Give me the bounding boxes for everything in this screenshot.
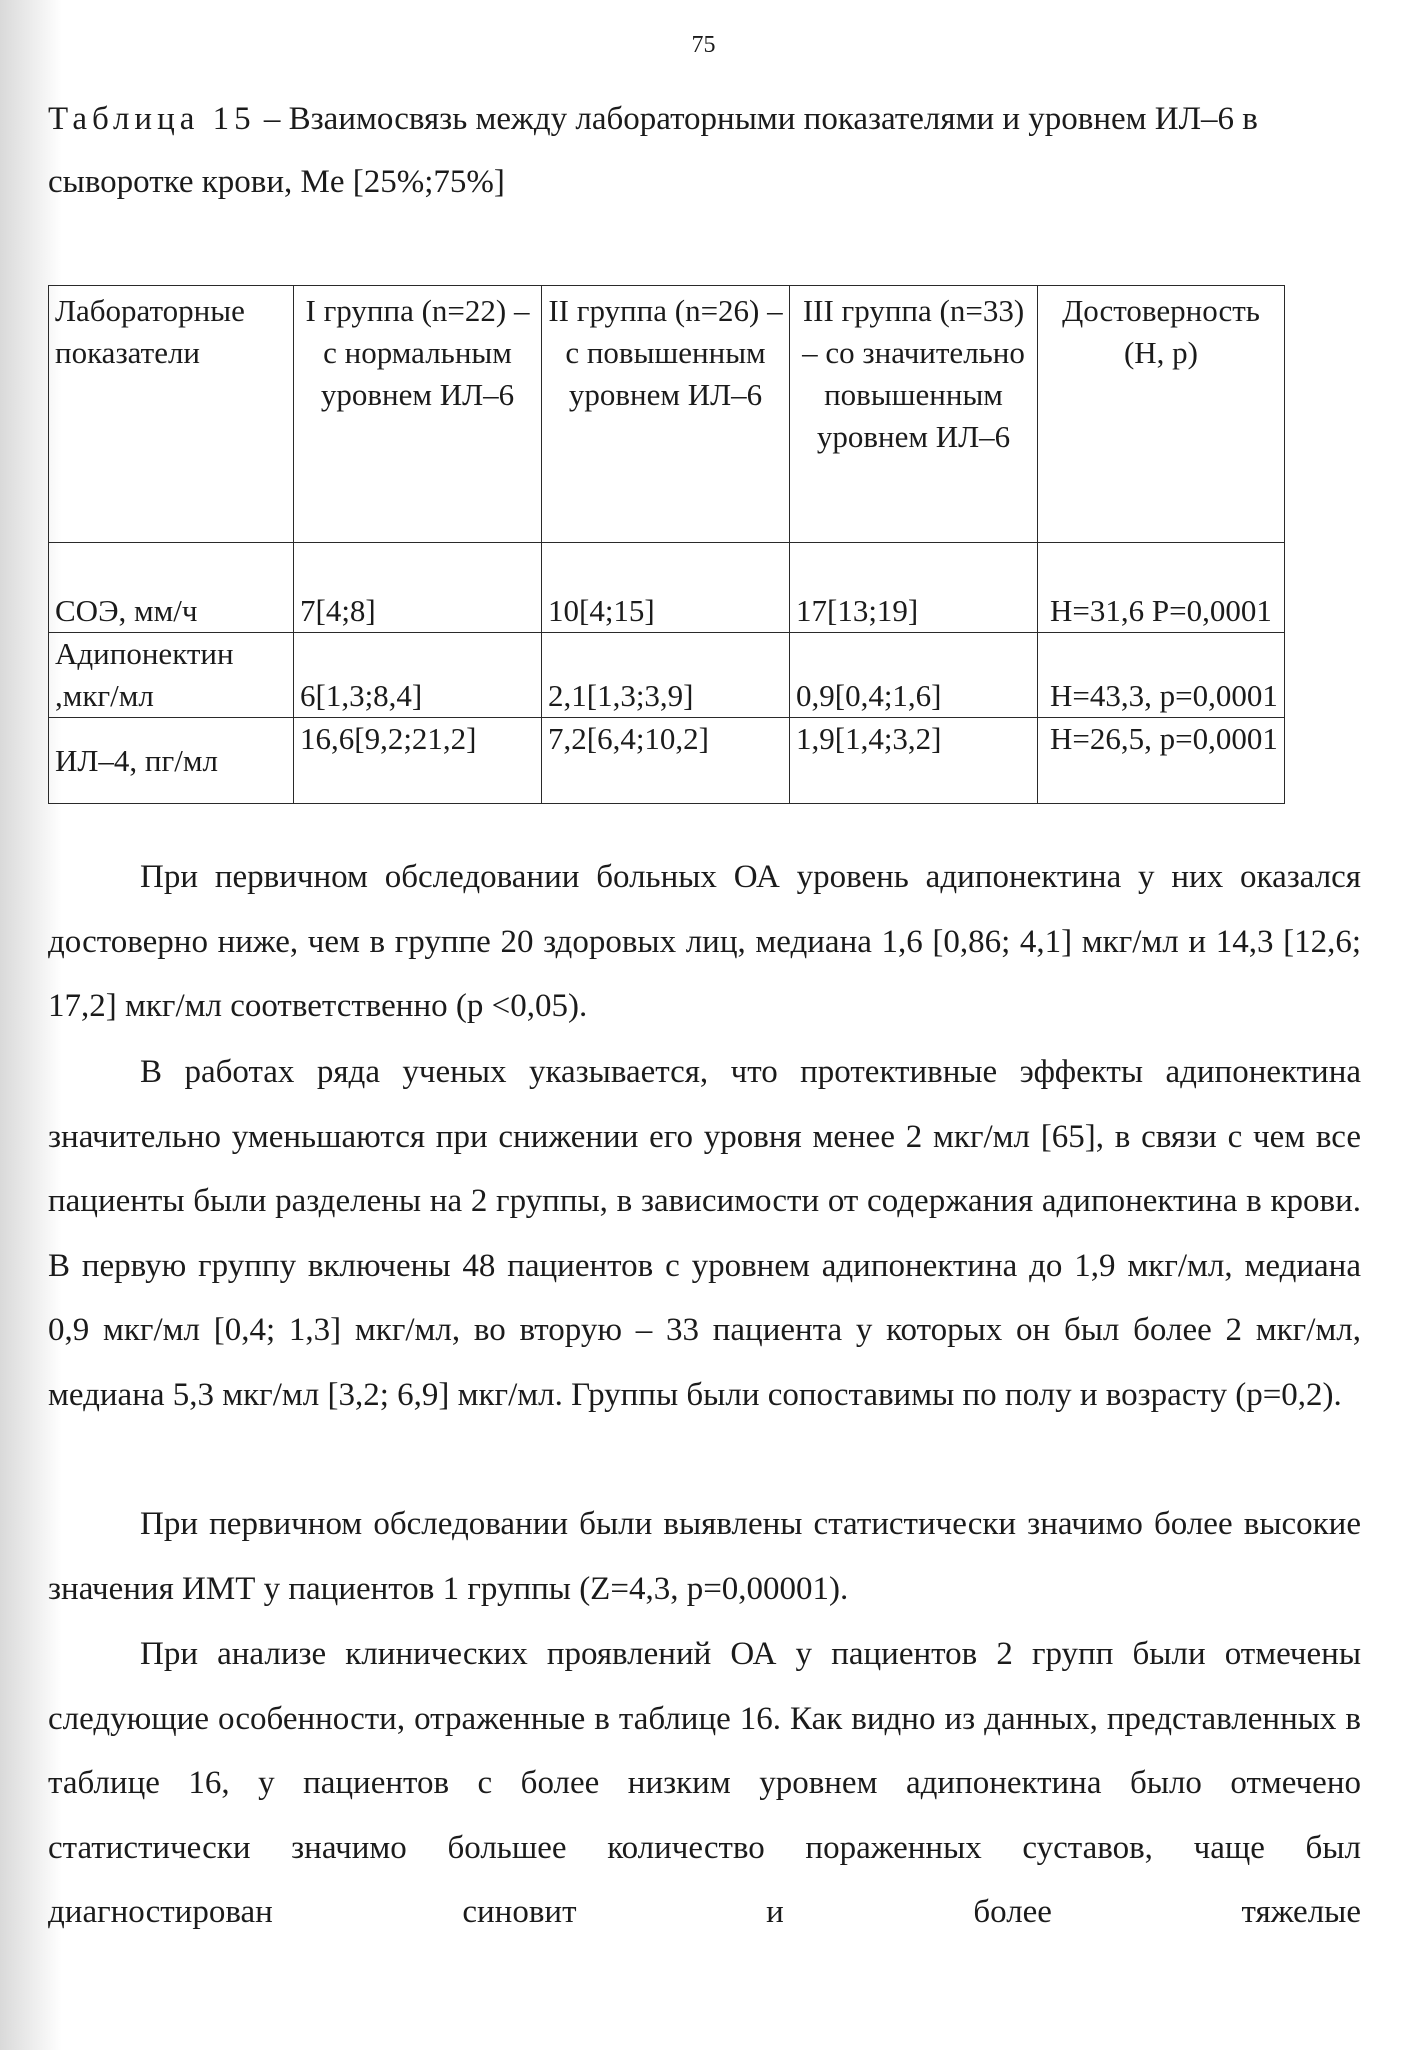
header-group-1: I группа (n=22) – с нормальным уровнем ИЛ–6 [294,286,542,543]
table-caption-label: Таблица 15 [48,101,256,137]
table-caption [48,88,1368,214]
row-group-3: 17[13;19] [790,543,1038,633]
row-indicator: СОЭ, мм/ч [49,543,294,633]
row-significance: Н=43,3, р=0,0001 [1038,633,1285,718]
table-row [49,633,1285,718]
paragraph: При анализе клинических проявлений ОА у пациентов 2 групп были отмечены следующие особенности, отраженные в таблице 16. Как видно из данных, представленных в таблице 16, у пациентов с более низким уровнем адипонектина было отмечено статистически значимо большее количество пораженных суставов, чаще был диагностирован синовит и более тяжелые [48,1636,1361,1930]
row-group-2: 10[4;15] [542,543,790,633]
header-group-3: III группа (n=33) – со значительно повышенным уровнем ИЛ–6 [790,286,1038,543]
row-significance: Н=31,6 Р=0,0001 [1038,543,1285,633]
header-group-2: II группа (n=26) – с повышенным уровнем ИЛ–6 [542,286,790,543]
row-significance: Н=26,5, р=0,0001 [1038,718,1285,804]
paragraph: При первичном обследовании были выявлены статистически значимо более высокие значения ИМТ у пациентов 1 группы (Z=4,3, р=0,00001). [48,1506,1361,1607]
table-row [49,543,1285,633]
row-group-1: 7[4;8] [294,543,542,633]
table-caption-text: – Взаимосвязь между лабораторными показателями и уровнем ИЛ–6 в сыворотке крови, Me [25%;75%] [48,101,1258,200]
paragraph: В работах ряда ученых указывается, что протективные эффекты адипонектина значительно уменьшаются при снижении его уровня менее 2 мкг/мл [65], в связи с чем все пациенты были разделены на 2 группы, в зависимости от содержания адипонектина в крови. В первую группу включены 48 пациентов с уровнем адипонектина до 1,9 мкг/мл, медиана 0,9 мкг/мл [0,4; 1,3] мкг/мл, во вторую – 33 пациента у которых он был более 2 мкг/мл, медиана 5,3 мкг/мл [3,2; 6,9] мкг/мл. Группы были сопоставимы по полу и возрасту (р=0,2). [48,1054,1361,1413]
header-indicator: Лабораторные показатели [49,286,294,543]
row-group-3: 0,9[0,4;1,6] [790,633,1038,718]
row-group-1: 6[1,3;8,4] [294,633,542,718]
lab-indicators-table [48,285,1285,804]
row-indicator: ИЛ–4, пг/мл [49,718,294,804]
row-group-2: 2,1[1,3;3,9] [542,633,790,718]
table-row [49,718,1285,804]
paragraph: При первичном обследовании больных ОА уровень адипонектина у них оказался достоверно ниже, чем в группе 20 здоровых лиц, медиана 1,6 [0,86; 4,1] мкг/мл и 14,3 [12,6; 17,2] мкг/мл соответственно (р <0,05). [48,859,1361,1024]
header-significance: Достоверность (Н, р) [1038,286,1285,543]
row-indicator: Адипонектин ,мкг/мл [49,633,294,718]
row-group-1: 16,6[9,2;21,2] [294,718,542,804]
table-header-row [49,286,1285,543]
row-group-3: 1,9[1,4;3,2] [790,718,1038,804]
page-number: 75 [691,32,716,58]
row-group-2: 7,2[6,4;10,2] [542,718,790,804]
